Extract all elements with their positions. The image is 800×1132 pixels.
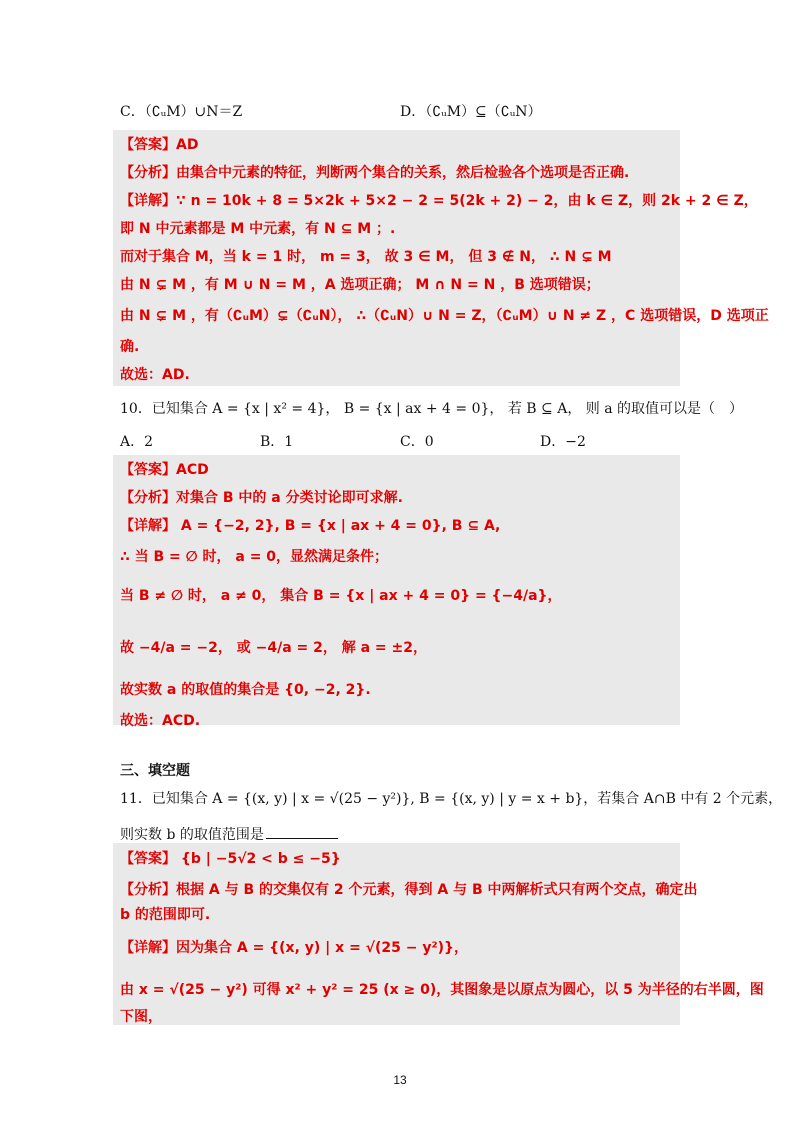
q9-analysis: 【分析】由集合中元素的特征，判断两个集合的关系，然后检验各个选项是否正确. — [120, 165, 630, 181]
q11-stem-line-1: 11．已知集合 A = {(x, y) | x = √(25 − y²)}, B = {(x, y) | y = x + b}，若集合 A∩B 中有 2 个元素， — [120, 791, 783, 807]
page-number: 13 — [393, 1073, 407, 1087]
q10-option-d: D．−2 — [540, 434, 586, 450]
section-heading-fill-in: 三、填空题 — [120, 763, 190, 779]
q11-analysis-1: 【分析】根据 A 与 B 的交集仅有 2 个元素，得到 A 与 B 中两解析式只有两个交点，确定出 — [120, 882, 698, 898]
q10-option-a: A．2 — [120, 434, 154, 450]
q9-answer: 【答案】AD — [120, 137, 199, 153]
q10-detail-2: ∴ 当 B = ∅ 时， a = 0，显然满足条件； — [120, 549, 389, 565]
q10-stem: 10．已知集合 A = {x | x² = 4}， B = {x | ax + 4 = 0}， 若 B ⊆ A， 则 a 的取值可以是（ ） — [120, 401, 744, 417]
q9-option-c: C．（∁ᵤM）∪N＝Z — [120, 104, 243, 120]
q9-detail-6: 确. — [120, 339, 140, 355]
q9-option-d: D．（∁ᵤM）⊆（∁ᵤN） — [400, 104, 542, 120]
q10-detail-1: 【详解】 A = {−2, 2}, B = {x | ax + 4 = 0}, B ⊆ A, — [120, 518, 501, 534]
q9-detail-3: 而对于集合 M，当 k = 1 时， m = 3， 故 3 ∈ M， 但 3 ∉ N， ∴ N ⊊ M — [120, 249, 612, 265]
q10-option-c: C．0 — [400, 434, 434, 450]
q10-choice: 故选：ACD. — [120, 713, 201, 729]
q10-option-b: B．1 — [260, 434, 294, 450]
q11-stem-text: 则实数 b 的取值范围是 — [120, 827, 264, 843]
q11-detail-2: 由 x = √(25 − y²) 可得 x² + y² = 25 (x ≥ 0)，其图象是以原点为圆心，以 5 为半径的右半圆，图 — [120, 982, 764, 998]
q11-analysis-2: b 的范围即可. — [120, 907, 211, 923]
q10-detail-3: 当 B ≠ ∅ 时， a ≠ 0， 集合 B = {x | ax + 4 = 0} = {−4/a}， — [120, 588, 562, 604]
q9-detail-2: 即 N 中元素都是 M 中元素，有 N ⊆ M ；. — [120, 221, 396, 237]
q11-stem-line-2 — [120, 824, 338, 844]
q10-detail-5: 故实数 a 的取值的集合是 {0, −2, 2}. — [120, 682, 371, 698]
q11-detail-1: 【详解】因为集合 A = {(x, y) | x = √(25 − y²)}， — [120, 940, 468, 956]
q9-choice: 故选：AD. — [120, 367, 190, 383]
q9-detail-5: 由 N ⊊ M ，有（∁ᵤM）⊊（∁ᵤN）， ∴（∁ᵤN）∪ N = Z，（∁ᵤM）∪ N ≠ Z ，C 选项错误，D 选项正 — [120, 308, 769, 324]
q10-answer: 【答案】ACD — [120, 462, 209, 478]
q9-detail-1: 【详解】∵ n = 10k + 8 = 5×2k + 5×2 − 2 = 5(2k + 2) − 2，由 k ∈ Z，则 2k + 2 ∈ Z， — [120, 193, 758, 209]
q10-analysis: 【分析】对集合 B 中的 a 分类讨论即可求解. — [120, 490, 403, 506]
q11-detail-3: 下图， — [120, 1009, 162, 1025]
q10-detail-4: 故 −4/a = −2， 或 −4/a = 2， 解 a = ±2， — [120, 640, 428, 656]
q11-answer-blank — [266, 826, 338, 839]
q9-detail-4: 由 N ⊊ M ，有 M ∪ N = M ，A 选项正确； M ∩ N = N ，B 选项错误； — [120, 277, 600, 293]
q11-answer: 【答案】 {b | −5√2 < b ≤ −5} — [120, 851, 341, 867]
